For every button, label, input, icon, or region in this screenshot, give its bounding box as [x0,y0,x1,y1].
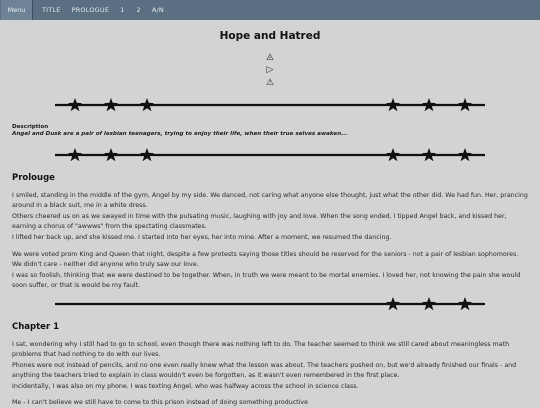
star-icon [104,148,118,161]
star-icon [386,98,400,111]
star-icon [140,98,154,111]
chapter-1-heading: Chapter 1 [12,322,60,332]
nav-link-chapter-1[interactable]: 1 [120,6,125,14]
menu-button[interactable]: Menu [1,0,33,20]
warning-triangle-icon: ⚠ [265,78,275,88]
nav-link-authors-note[interactable]: A/N [151,6,164,14]
star-icon [422,297,436,310]
prologue-heading: Prolouge [12,173,55,183]
description-text: Angel and Dusk are a pair of lesbian teenagers, trying to enjoy their life, when their true selves awaken... [12,131,348,137]
star-icon [458,148,472,161]
nav-link-chapter-2[interactable]: 2 [136,6,141,14]
chapter-paragraph: Incidentally, I was also on my phone. I was texting Angel, who was halfway across the school in science class. [12,383,359,390]
play-triangle-icon: ▷ [266,65,274,75]
story-title: Hope and Hatred [219,30,321,42]
nav-link-title[interactable]: TITLE [42,6,61,14]
star-icon [386,148,400,161]
nav-links [34,0,164,20]
chapter-paragraph: Phones were out instead of pencils, and no one even really knew what the lesson was about. The teachers pushed on, but we'd already finished our finals - and anything the teachers tried to explain in class wouldn't even be forgotten, as it wasn't even remembered in the first place. [12,362,517,379]
star-icon [68,98,82,111]
prologue-paragraph: I lifted her back up, and she kissed me. I started into her eyes, her into mine. After a moment, we resumed the dancing. [12,234,392,241]
chapter-paragraph: Me - I can't believe we still have to come to this prison instead of doing something productive [12,399,308,406]
description-heading: Description [12,124,49,130]
prologue-paragraph: I was so foolish, thinking that we were destined to be together. When, in truth we were meant to be mortal enemies. I loved her, not knowing the pain she would soon suffer, or that is would be my fault. [12,272,521,289]
prologue-paragraph: We were voted prom King and Queen that night, despite a few protests saying those titles should be reserved for the seniors - not a pair of lesbian sophomores. We didn't care - neither did anyone who truly saw our love. [12,251,519,268]
star-icon [422,148,436,161]
star-icon [140,148,154,161]
star-icon [458,297,472,310]
star-divider-top [0,97,540,113]
chapter-paragraph: I sat, wondering why I still had to go to school, even though there was nothing left to do. The teacher seemed to think we still cared about meaningless math problems that had nothing to do with our lives. [12,341,510,358]
star-icon [422,98,436,111]
prologue-paragraph: I smiled, standing in the middle of the gym, Angel by my side. We danced, not caring what anyone else thought, just what the other did. We had fun. Her, prancing around in a black suit, me in a white dress. [12,192,528,209]
star-divider-chapter [0,296,540,312]
star-icon [104,98,118,111]
top-nav-bar [0,0,540,20]
nav-link-prologue[interactable]: PROLOGUE [71,6,110,14]
star-icon [386,297,400,310]
star-divider-description [0,147,540,163]
alchemy-symbol-icon: ◬ [266,52,274,62]
star-icon [68,148,82,161]
star-icon [458,98,472,111]
prologue-paragraph: Others cheered us on as we swayed in time with the pulsating music, laughing with joy and love. When the song ended, I tipped Angel back, and kissed her, earning a chorus of "awwws" from the spectating classmates. [12,213,507,230]
